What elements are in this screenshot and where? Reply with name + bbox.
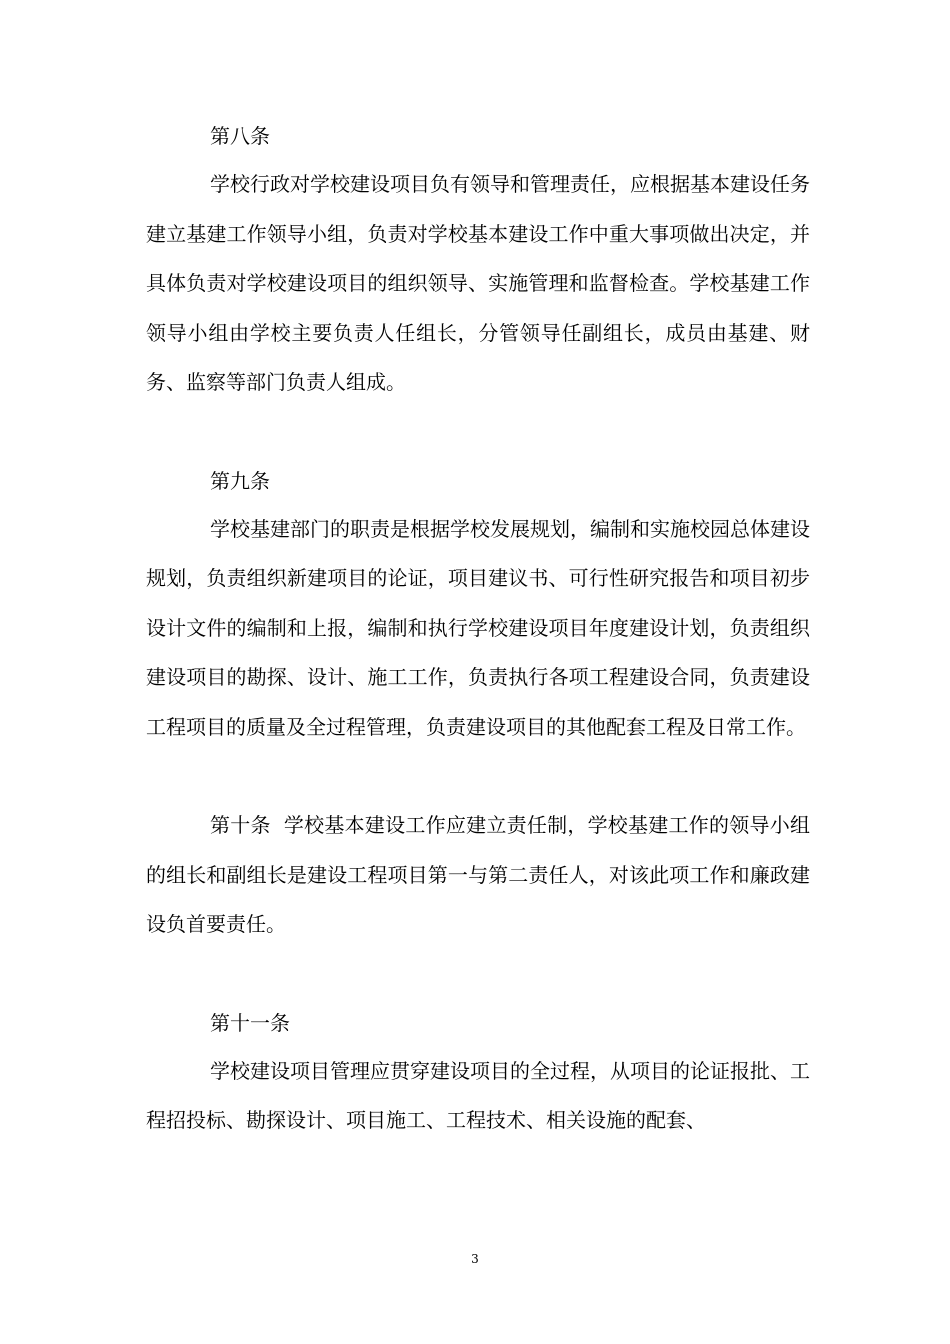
page-number: 3 — [471, 1252, 479, 1266]
article-9-heading: 第九条 — [210, 468, 270, 493]
article-8-body: 学校行政对学校建设项目负有领导和管理责任，应根据基本建设任务建立基建工作领导小组，负责对学校基本建设工作中重大事项做出决定，并具体负责对学校建设项目的组织领导、实施管理和监督检查。学校基建工作领导小组由学校主要负责人任组长，分管领导任副组长，成员由基建、财务、监察等部门负责人组成。 — [146, 172, 810, 394]
article-11-heading: 第十一条 — [210, 1010, 290, 1035]
section-spacer — [146, 950, 810, 999]
section-spacer — [146, 408, 810, 457]
article-9-body: 学校基建部门的职责是根据学校发展规划，编制和实施校园总体建设规划，负责组织新建项目的论证，项目建议书、可行性研究报告和项目初步设计文件的编制和上报，编制和执行学校建设项目年度建设计划，负责组织建设项目的勘探、设计、施工工作，负责执行各项工程建设合同，负责建设工程项目的质量及全过程管理，负责建设项目的其他配套工程及日常工作。 — [146, 516, 810, 739]
article-10-body: 第十条 学校基本建设工作应建立责任制，学校基建工作的领导小组的组长和副组长是建设工程项目第一与第二责任人，对该此项工作和廉政建设负首要责任。 — [146, 813, 810, 936]
document-body — [146, 112, 810, 1146]
article-8-heading: 第八条 — [210, 124, 270, 148]
article-11-body: 学校建设项目管理应贯穿建设项目的全过程，从项目的论证报批、工程招投标、勘探设计、项目施工、工程技术、相关设施的配套、 — [146, 1058, 810, 1132]
section-spacer — [146, 752, 810, 801]
